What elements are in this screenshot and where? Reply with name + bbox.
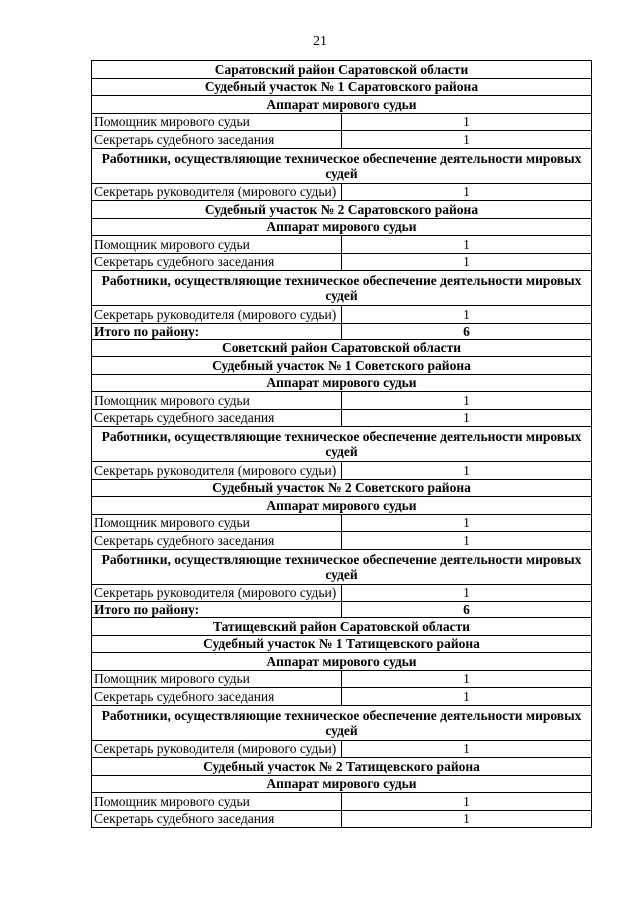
position-count: 1 (342, 306, 592, 324)
section-heading: Судебный участок № 2 Советского района (92, 479, 592, 497)
position-count: 1 (342, 688, 592, 706)
table-row (92, 409, 592, 427)
table-row (92, 253, 592, 271)
position-name: Секретарь руководителя (мирового судьи) (92, 740, 342, 758)
position-name: Секретарь руководителя (мирового судьи) (92, 462, 342, 480)
position-count: 1 (342, 670, 592, 688)
section-heading: Судебный участок № 2 Саратовского района (92, 201, 592, 219)
section-heading-row (92, 339, 592, 357)
section-heading-row (92, 357, 592, 375)
section-heading-row (92, 653, 592, 671)
position-count: 1 (342, 113, 592, 131)
position-name: Секретарь судебного заседания (92, 688, 342, 706)
table-row (92, 688, 592, 706)
section-heading: Аппарат мирового судьи (92, 497, 592, 515)
section-heading-row (92, 635, 592, 653)
category-heading-row (92, 148, 592, 183)
position-name: Секретарь руководителя (мирового судьи) (92, 584, 342, 602)
section-heading: Аппарат мирового судьи (92, 96, 592, 114)
table-row (92, 810, 592, 828)
position-name: Помощник мирового судьи (92, 670, 342, 688)
section-heading: Судебный участок № 2 Татищевского района (92, 758, 592, 776)
position-name: Помощник мирового судьи (92, 236, 342, 254)
section-heading-row (92, 201, 592, 219)
position-count: 1 (342, 462, 592, 480)
section-heading-row (92, 775, 592, 793)
section-heading-row (92, 479, 592, 497)
table-row (92, 113, 592, 131)
position-count: 1 (342, 584, 592, 602)
section-heading-row (92, 374, 592, 392)
position-name: Помощник мирового судьи (92, 113, 342, 131)
table-row (92, 306, 592, 324)
table-row (92, 793, 592, 811)
category-heading: Работники, осуществляющие техническое обеспечение деятельности мировых судей (92, 705, 592, 740)
position-name: Секретарь руководителя (мирового судьи) (92, 306, 342, 324)
section-heading: Аппарат мирового судьи (92, 374, 592, 392)
position-name: Секретарь судебного заседания (92, 532, 342, 550)
table-row (92, 740, 592, 758)
total-label: Итого по району: (92, 323, 342, 339)
section-heading: Советский район Саратовской области (92, 339, 592, 357)
table-row (92, 532, 592, 550)
section-heading-row (92, 497, 592, 515)
total-value: 6 (342, 602, 592, 618)
category-heading: Работники, осуществляющие техническое обеспечение деятельности мировых судей (92, 427, 592, 462)
district-total-row (92, 602, 592, 618)
category-heading-row (92, 271, 592, 306)
section-heading-row (92, 78, 592, 96)
table-row (92, 131, 592, 149)
position-count: 1 (342, 793, 592, 811)
position-count: 1 (342, 514, 592, 532)
position-name: Секретарь судебного заседания (92, 131, 342, 149)
section-heading: Судебный участок № 1 Советского района (92, 357, 592, 375)
position-name: Секретарь руководителя (мирового судьи) (92, 183, 342, 201)
district-total-row (92, 323, 592, 339)
position-count: 1 (342, 409, 592, 427)
section-heading: Аппарат мирового судьи (92, 218, 592, 236)
section-heading: Татищевский район Саратовской области (92, 618, 592, 636)
page-number: 21 (313, 34, 327, 49)
table-row (92, 462, 592, 480)
table-row (92, 670, 592, 688)
total-value: 6 (342, 323, 592, 339)
position-count: 1 (342, 740, 592, 758)
staff-table (91, 60, 592, 828)
section-heading: Судебный участок № 1 Саратовского района (92, 78, 592, 96)
position-count: 1 (342, 253, 592, 271)
table-row (92, 236, 592, 254)
position-count: 1 (342, 392, 592, 410)
total-label: Итого по району: (92, 602, 342, 618)
category-heading-row (92, 549, 592, 584)
section-heading-row (92, 96, 592, 114)
position-count: 1 (342, 236, 592, 254)
section-heading-row (92, 618, 592, 636)
section-heading-row (92, 758, 592, 776)
section-heading-row (92, 61, 592, 79)
position-name: Секретарь судебного заседания (92, 810, 342, 828)
table-row (92, 514, 592, 532)
position-count: 1 (342, 183, 592, 201)
staff-table-body (92, 61, 592, 828)
position-count: 1 (342, 810, 592, 828)
section-heading: Саратовский район Саратовской области (92, 61, 592, 79)
position-count: 1 (342, 532, 592, 550)
category-heading: Работники, осуществляющие техническое обеспечение деятельности мировых судей (92, 148, 592, 183)
table-row (92, 392, 592, 410)
section-heading-row (92, 218, 592, 236)
section-heading: Аппарат мирового судьи (92, 653, 592, 671)
position-name: Помощник мирового судьи (92, 392, 342, 410)
category-heading-row (92, 427, 592, 462)
category-heading: Работники, осуществляющие техническое обеспечение деятельности мировых судей (92, 549, 592, 584)
category-heading-row (92, 705, 592, 740)
position-count: 1 (342, 131, 592, 149)
section-heading: Аппарат мирового судьи (92, 775, 592, 793)
position-name: Помощник мирового судьи (92, 514, 342, 532)
section-heading: Судебный участок № 1 Татищевского района (92, 635, 592, 653)
category-heading: Работники, осуществляющие техническое обеспечение деятельности мировых судей (92, 271, 592, 306)
position-name: Секретарь судебного заседания (92, 253, 342, 271)
position-name: Помощник мирового судьи (92, 793, 342, 811)
table-row (92, 584, 592, 602)
table-row (92, 183, 592, 201)
position-name: Секретарь судебного заседания (92, 409, 342, 427)
